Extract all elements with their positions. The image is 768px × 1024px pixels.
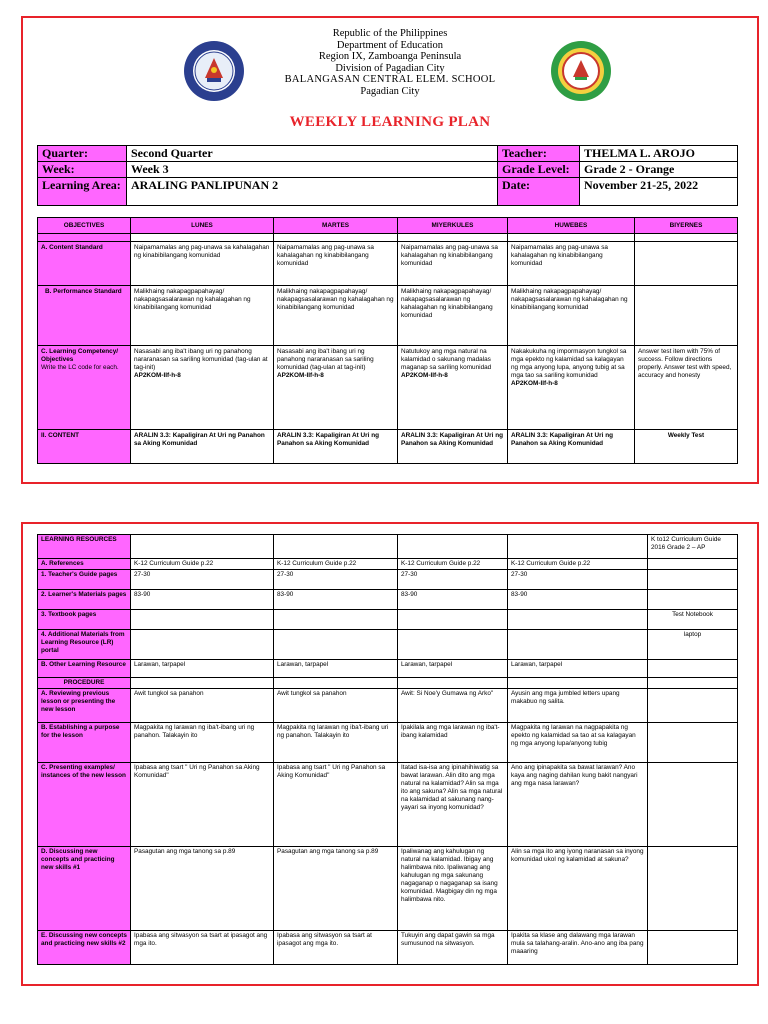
table-cell (508, 346, 635, 430)
table-cell (635, 242, 738, 286)
table-row (38, 610, 738, 630)
row-label: B. Establishing a purpose for the lesson (38, 723, 131, 763)
table-row (38, 630, 738, 660)
table-cell: Larawan, tarpapel (508, 660, 648, 678)
page-one (21, 16, 759, 484)
table-cell: 27-30 (131, 570, 274, 590)
row-label: LEARNING RESOURCES (38, 535, 131, 559)
info-table (37, 145, 738, 206)
grade-value: Grade 2 - Orange (580, 162, 738, 178)
table-cell (398, 346, 508, 430)
table-cell: Itatad isa-isa ang ipinahihiwatig sa bawat larawan. Alin dito ang mga natural na kalamidad? Alin sa mga ito ang sakuna? Alin sa mga natural na kalamidad at sakunang nang-yayari sa inyong komunidad? (398, 763, 508, 847)
table-cell: Malikhaing nakapagpapahayag/ nakapagsasalarawan ng kahalagahan ng kinabibilangang komunidad (274, 286, 398, 346)
date-label: Date: (498, 178, 580, 206)
letterhead-line: Republic of the Philippines (332, 28, 448, 39)
table-cell: Ano ang ipinapakita sa bawat larawan? Ano kaya ang naging dahilan kung bakit nangyari ang mga nasa larawan? (508, 763, 648, 847)
table-cell: Ipakita sa klase ang dalawang mga larawan mula sa talahang-aralin. Ano-ano ang iba pang maaaring (508, 931, 648, 965)
table-row (38, 242, 738, 286)
table-cell: Alin sa mga ito ang iyong naranasan sa inyong komunidad ukol ng kalamidad at sakuna? (508, 847, 648, 931)
competency-text: Nasasabi ang iba't ibang uri ng panahong nararanasan sa sariling komunidad (tag-ulan at tag-init) (277, 348, 374, 371)
table-row (38, 931, 738, 965)
date-value: November 21-25, 2022 (580, 178, 738, 206)
column-header: HUWEBES (508, 218, 635, 234)
table-row (38, 678, 738, 689)
table-cell: Awit tungkol sa panahon (131, 689, 274, 723)
spacer-cell (38, 234, 131, 242)
table-cell: 27-30 (508, 570, 648, 590)
objectives-table (37, 217, 738, 464)
school-seal-logo (550, 40, 612, 102)
table-cell: Magpakita ng larawan ng iba't-ibang uri ng panahon. Talakayin ito (274, 723, 398, 763)
table-cell: Ipaliwanag ang kahulugan ng natural na kalamidad. Ibigay ang halimbawa nito. Ipaliwanag ang kahulugan ng mga sakunang nagaganap o nagaganap sa isang komunidad. Magbigay din ng mga halimbawa nito. (398, 847, 508, 931)
letterhead-line: Pagadian City (360, 85, 420, 97)
table-cell: Ayusin ang mga jumbled letters upang makabuo ng salita. (508, 689, 648, 723)
table-cell: Answer test item with 75% of success. Follow directions properly. Answer test with speed, accuracy and honesty (635, 346, 738, 430)
row-label: B. Performance Standard (38, 286, 131, 346)
school-name: BALANGASAN CENTRAL ELEM. SCHOOL (284, 74, 496, 85)
lc-code: AP2KOM-IIf-h-8 (401, 372, 448, 379)
table-cell: Awit: Si Noe'y Gumawa ng Arko" (398, 689, 508, 723)
table-cell (635, 286, 738, 346)
table-row (38, 570, 738, 590)
table-cell: Malikhaing nakapagpapahayag/ nakapagsasalarawan ng kahalagahan ng kinabibilangang komunidad (398, 286, 508, 346)
resources-table (37, 534, 738, 965)
column-header: LUNES (131, 218, 274, 234)
table-cell: Ipabasa ang tsart " Uri ng Panahon sa Aking Komunidad" (131, 763, 274, 847)
table-cell: 83-90 (398, 590, 508, 610)
table-cell: 83-90 (274, 590, 398, 610)
table-cell (131, 346, 274, 430)
letterhead-line: Department of Education (336, 39, 444, 51)
letterhead-line: Division of Pagadian City (335, 62, 445, 74)
table-cell: Ipakilala ang mga larawan ng iba't-ibang kalamidad (398, 723, 508, 763)
table-cell: Ipabasa ang sitwasyon sa tsart at ipasagot ang mga ito. (274, 931, 398, 965)
table-cell: Magpakita ng larawan ng iba't-ibang uri ng panahon. Talakayin ito (131, 723, 274, 763)
row-label: 1. Teacher's Guide pages (38, 570, 131, 590)
teacher-label: Teacher: (498, 146, 580, 162)
table-cell: Malikhaing nakapagpapahayag/ nakapagsasalarawan ng kahalagahan ng kinabibilangang komunidad (131, 286, 274, 346)
competency-note: Write the LC code for each. (41, 364, 119, 371)
table-row (38, 723, 738, 763)
table-cell: Ipabasa ang sitwasyon sa tsart at ipasagot ang mga ito. (131, 931, 274, 965)
column-header: MIYERKULES (398, 218, 508, 234)
table-cell: Tukuyin ang dapat gawin sa mga sumusunod na sitwasyon. (398, 931, 508, 965)
table-cell: Naipamamalas ang pag-unawa sa kahalagahan ng kinabibilangang komunidad (131, 242, 274, 286)
week-label: Week: (38, 162, 127, 178)
row-label: A. Content Standard (38, 242, 131, 286)
competency-text: Natutukoy ang mga natural na kalamidad o sakunang madalas maganap sa sariling komunidad (401, 348, 492, 371)
competency-label: C. Learning Competency/ Objectives (41, 348, 119, 363)
page-two (21, 522, 759, 986)
area-value: ARALING PANLIPUNAN 2 (127, 178, 498, 206)
content-cell: ARALIN 3.3: Kapaligiran At Uri ng Panahon sa Aking Komunidad (131, 430, 274, 464)
table-cell (274, 346, 398, 430)
table-cell: K to12 Curriculum Guide 2016 Grade 2 – AP (648, 535, 738, 559)
table-row (38, 430, 738, 464)
teacher-value: THELMA L. AROJO (580, 146, 738, 162)
column-header: OBJECTIVES (38, 218, 131, 234)
table-row (38, 847, 738, 931)
table-cell: Larawan, tarpapel (131, 660, 274, 678)
table-cell: laptop (648, 630, 738, 660)
section-label: PROCEDURE (38, 678, 131, 689)
content-cell: ARALIN 3.3: Kapaligiran At Uri ng Panahon sa Aking Komunidad (398, 430, 508, 464)
table-cell: Magpakita ng larawan na nagpapakita ng epekto ng kalamidad sa tao at sa kalagayan ng mga anyong lupa/anyong tubig (508, 723, 648, 763)
letterhead-line: Region IX, Zamboanga Peninsula (318, 51, 462, 62)
table-cell: Awit tungkol sa panahon (274, 689, 398, 723)
row-label: 4. Additional Materials from Learning Resource (LR) portal (38, 630, 131, 660)
lc-code: AP2KOM-IIf-h-8 (277, 372, 324, 379)
column-header: BIYERNES (635, 218, 738, 234)
content-cell: ARALIN 3.3: Kapaligiran At Uri ng Panahon sa Aking Komunidad (508, 430, 635, 464)
competency-text: Nasasabi ang iba't ibang uri ng panahong nararanasan sa sariling komunidad (tag-ulan at tag-init) (134, 348, 268, 371)
content-cell: Weekly Test (635, 430, 738, 464)
row-label: B. Other Learning Resource (38, 660, 131, 678)
content-cell: ARALIN 3.3: Kapaligiran At Uri ng Panahon sa Aking Komunidad (274, 430, 398, 464)
table-cell: K-12 Curriculum Guide p.22 (131, 559, 274, 570)
table-row (38, 590, 738, 610)
row-label: 3. Textbook pages (38, 610, 131, 630)
table-row (38, 763, 738, 847)
table-cell: Pasagutan ang mga tanong sa p.89 (131, 847, 274, 931)
table-cell: Pasagutan ang mga tanong sa p.89 (274, 847, 398, 931)
table-cell: Larawan, tarpapel (274, 660, 398, 678)
row-label: II. CONTENT (38, 430, 131, 464)
table-cell: 83-90 (131, 590, 274, 610)
table-cell: Larawan, tarpapel (398, 660, 508, 678)
quarter-value: Second Quarter (127, 146, 498, 162)
table-cell: 27-30 (398, 570, 508, 590)
table-cell: K-12 Curriculum Guide p.22 (274, 559, 398, 570)
table-cell: Malikhaing nakapagpapahayag/ nakapagsasalarawan ng kahalagahan ng kinabibilangang komunidad (508, 286, 635, 346)
week-value: Week 3 (127, 162, 498, 178)
table-row (38, 535, 738, 559)
area-label: Learning Area: (38, 178, 127, 206)
table-row (38, 559, 738, 570)
row-label (38, 346, 131, 430)
table-cell: Naipamamalas ang pag-unawa sa kahalagahan ng kinabibilangang komunidad (508, 242, 635, 286)
row-label: A. References (38, 559, 131, 570)
table-cell: 83-90 (508, 590, 648, 610)
row-label: D. Discussing new concepts and practicing new skills #1 (38, 847, 131, 931)
table-row (38, 689, 738, 723)
deped-seal-logo (183, 40, 245, 102)
row-label: E. Discussing new concepts and practicing new skills #2 (38, 931, 131, 965)
lc-code: AP2KOM-IIf-h-8 (511, 380, 558, 387)
table-cell: K-12 Curriculum Guide p.22 (508, 559, 648, 570)
row-label: C. Presenting examples/ instances of the new lesson (38, 763, 131, 847)
row-label: 2. Learner's Materials pages (38, 590, 131, 610)
competency-text: Nakakukuha ng impormasyon tungkol sa mga epekto ng kalamidad sa kalagayan ng mga anyong lupa, anyong tubig at sa mga tao sa sariling komunidad (511, 348, 627, 379)
table-cell: Test Notebook (648, 610, 738, 630)
table-row (38, 660, 738, 678)
table-cell: Naipamamalas ang pag-unawa sa kahalagahan ng kinabibilangang komunidad (274, 242, 398, 286)
table-cell: K-12 Curriculum Guide p.22 (398, 559, 508, 570)
table-cell: Ipabasa ang tsart " Uri ng Panahon sa Aking Komunidad" (274, 763, 398, 847)
letterhead (23, 18, 757, 97)
table-row (38, 286, 738, 346)
row-label: A. Reviewing previous lesson or presenting the new lesson (38, 689, 131, 723)
table-row (38, 346, 738, 430)
table-cell: Naipamamalas ang pag-unawa sa kahalagahan ng kinabibilangang komunidad (398, 242, 508, 286)
column-header: MARTES (274, 218, 398, 234)
quarter-label: Quarter: (38, 146, 127, 162)
plan-title: WEEKLY LEARNING PLAN (289, 114, 491, 130)
grade-label: Grade Level: (498, 162, 580, 178)
lc-code: AP2KOM-IIf-h-8 (134, 372, 181, 379)
table-cell: 27-30 (274, 570, 398, 590)
